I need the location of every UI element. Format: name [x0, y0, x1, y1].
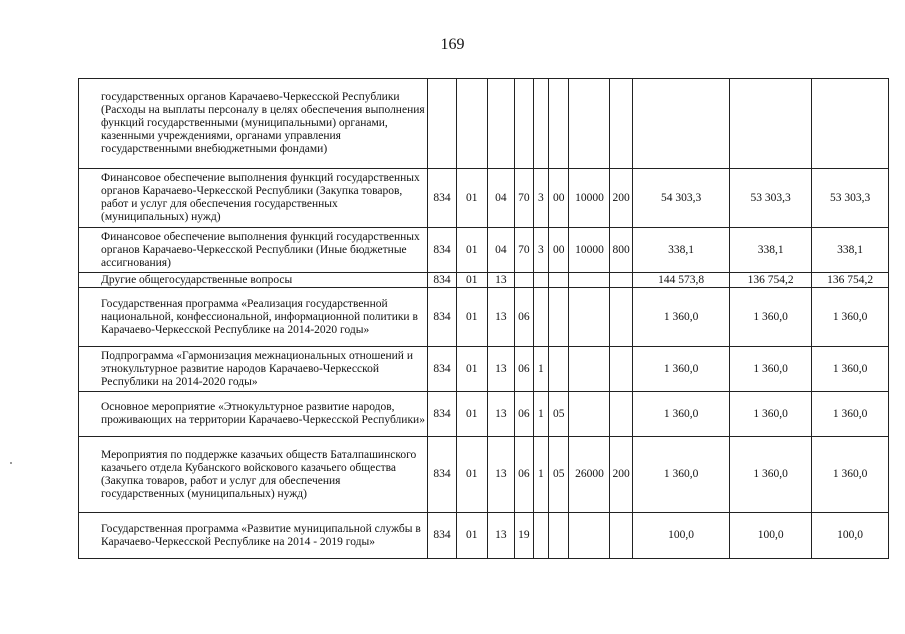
cell-pr: 13 — [487, 347, 515, 392]
cell-rz: 01 — [456, 513, 487, 559]
cell-year-1: 1 360,0 — [632, 437, 729, 513]
cell-vr — [610, 288, 633, 347]
cell-csr-subprogram: 3 — [533, 169, 548, 228]
cell-year-2: 1 360,0 — [730, 347, 812, 392]
cell-vr — [610, 347, 633, 392]
cell-csr-direction: 10000 — [569, 228, 610, 273]
cell-rz: 01 — [456, 437, 487, 513]
cell-csr-program: 70 — [515, 169, 533, 228]
cell-vr: 800 — [610, 228, 633, 273]
table-row — [79, 79, 889, 169]
cell-vr — [610, 79, 633, 169]
cell-year-2: 136 754,2 — [730, 273, 812, 288]
cell-grbs — [428, 79, 457, 169]
cell-pr: 04 — [487, 169, 515, 228]
row-name: Государственная программа «Развитие муниципальной службы в Карачаево-Черкесской Республике на 2014 - 2019 годы» — [79, 513, 428, 559]
table-row — [79, 169, 889, 228]
row-name: Государственная программа «Реализация государственной национальной, конфессиональной, информационной политики в Карачаево-Черкесской Республике на 2014-2020 годы» — [79, 288, 428, 347]
cell-year-1: 144 573,8 — [632, 273, 729, 288]
cell-rz: 01 — [456, 273, 487, 288]
table-row — [79, 288, 889, 347]
cell-year-3: 100,0 — [812, 513, 889, 559]
cell-rz: 01 — [456, 228, 487, 273]
cell-csr-activity — [549, 513, 569, 559]
cell-csr-direction: 10000 — [569, 169, 610, 228]
cell-csr-activity: 05 — [549, 437, 569, 513]
cell-csr-subprogram — [533, 273, 548, 288]
cell-year-2 — [730, 79, 812, 169]
cell-csr-subprogram — [533, 79, 548, 169]
cell-grbs: 834 — [428, 228, 457, 273]
cell-csr-direction — [569, 513, 610, 559]
table-row — [79, 228, 889, 273]
cell-pr: 13 — [487, 273, 515, 288]
cell-csr-direction — [569, 273, 610, 288]
table-row — [79, 392, 889, 437]
cell-csr-subprogram — [533, 513, 548, 559]
cell-year-3: 1 360,0 — [812, 437, 889, 513]
cell-year-1: 338,1 — [632, 228, 729, 273]
table-row — [79, 437, 889, 513]
cell-rz: 01 — [456, 288, 487, 347]
cell-csr-subprogram: 3 — [533, 228, 548, 273]
cell-pr — [487, 79, 515, 169]
cell-year-1: 54 303,3 — [632, 169, 729, 228]
cell-csr-direction — [569, 347, 610, 392]
table-body — [79, 79, 889, 559]
cell-year-1 — [632, 79, 729, 169]
cell-csr-program: 06 — [515, 347, 533, 392]
cell-vr: 200 — [610, 437, 633, 513]
cell-csr-program: 06 — [515, 437, 533, 513]
cell-csr-subprogram: 1 — [533, 347, 548, 392]
cell-csr-direction — [569, 288, 610, 347]
row-name: Подпрограмма «Гармонизация межнациональных отношений и этнокультурное развитие народов Карачаево-Черкесской Республики на 2014-2020 годы» — [79, 347, 428, 392]
cell-grbs: 834 — [428, 273, 457, 288]
cell-pr: 04 — [487, 228, 515, 273]
cell-year-3: 1 360,0 — [812, 288, 889, 347]
cell-csr-program: 06 — [515, 288, 533, 347]
cell-year-2: 338,1 — [730, 228, 812, 273]
cell-year-3: 136 754,2 — [812, 273, 889, 288]
cell-year-2: 1 360,0 — [730, 437, 812, 513]
cell-pr: 13 — [487, 437, 515, 513]
cell-year-3: 53 303,3 — [812, 169, 889, 228]
cell-vr: 200 — [610, 169, 633, 228]
row-name: государственных органов Карачаево-Черкесской Республики (Расходы на выплаты персоналу в целях обеспечения выполнения функций государственными (муниципальными) органами, казенными учреждениями, органами управления государственными внебюджетными фондами) — [79, 79, 428, 169]
table-row — [79, 513, 889, 559]
cell-grbs: 834 — [428, 169, 457, 228]
row-name: Основное мероприятие «Этнокультурное развитие народов, проживающих на территории Карачаево-Черкесской Республики» — [79, 392, 428, 437]
cell-vr — [610, 392, 633, 437]
cell-pr: 13 — [487, 288, 515, 347]
row-name: Мероприятия по поддержке казачьих обществ Баталпашинского казачьего отдела Кубанского войскового казачьего общества (Закупка товаров, работ и услуг для обеспечения государственных (муниципальных) нужд) — [79, 437, 428, 513]
table-row — [79, 347, 889, 392]
row-name: Другие общегосударственные вопросы — [79, 273, 428, 288]
cell-year-2: 1 360,0 — [730, 288, 812, 347]
cell-grbs: 834 — [428, 347, 457, 392]
cell-year-1: 1 360,0 — [632, 288, 729, 347]
budget-table — [78, 78, 889, 559]
cell-year-3: 1 360,0 — [812, 347, 889, 392]
table-row — [79, 273, 889, 288]
cell-csr-activity — [549, 273, 569, 288]
cell-grbs: 834 — [428, 288, 457, 347]
cell-csr-activity — [549, 79, 569, 169]
cell-year-3 — [812, 79, 889, 169]
cell-grbs: 834 — [428, 437, 457, 513]
cell-year-3: 1 360,0 — [812, 392, 889, 437]
cell-rz: 01 — [456, 169, 487, 228]
page-number: 169 — [440, 36, 465, 53]
cell-year-1: 1 360,0 — [632, 347, 729, 392]
cell-csr-program — [515, 79, 533, 169]
cell-csr-subprogram: 1 — [533, 392, 548, 437]
cell-csr-program: 70 — [515, 228, 533, 273]
cell-rz: 01 — [456, 347, 487, 392]
row-name: Финансовое обеспечение выполнения функций государственных органов Карачаево-Черкесской Республики (Иные бюджетные ассигнования) — [79, 228, 428, 273]
cell-grbs: 834 — [428, 392, 457, 437]
cell-csr-activity — [549, 347, 569, 392]
cell-csr-subprogram — [533, 288, 548, 347]
cell-year-3: 338,1 — [812, 228, 889, 273]
row-name: Финансовое обеспечение выполнения функций государственных органов Карачаево-Черкесской Республики (Закупка товаров, работ и услуг для обеспечения государственных (муниципальных) нужд) — [79, 169, 428, 228]
cell-vr — [610, 513, 633, 559]
cell-csr-direction — [569, 79, 610, 169]
cell-csr-activity: 05 — [549, 392, 569, 437]
cell-year-2: 1 360,0 — [730, 392, 812, 437]
cell-csr-subprogram: 1 — [533, 437, 548, 513]
cell-pr: 13 — [487, 513, 515, 559]
cell-csr-activity: 00 — [549, 169, 569, 228]
cell-year-2: 100,0 — [730, 513, 812, 559]
cell-csr-direction: 26000 — [569, 437, 610, 513]
cell-csr-program — [515, 273, 533, 288]
cell-csr-program: 06 — [515, 392, 533, 437]
cell-csr-activity — [549, 288, 569, 347]
cell-csr-program: 19 — [515, 513, 533, 559]
cell-year-1: 1 360,0 — [632, 392, 729, 437]
cell-vr — [610, 273, 633, 288]
cell-rz — [456, 79, 487, 169]
scan-speck — [10, 462, 12, 464]
cell-pr: 13 — [487, 392, 515, 437]
cell-csr-direction — [569, 392, 610, 437]
cell-rz: 01 — [456, 392, 487, 437]
cell-year-2: 53 303,3 — [730, 169, 812, 228]
cell-csr-activity: 00 — [549, 228, 569, 273]
cell-year-1: 100,0 — [632, 513, 729, 559]
cell-grbs: 834 — [428, 513, 457, 559]
